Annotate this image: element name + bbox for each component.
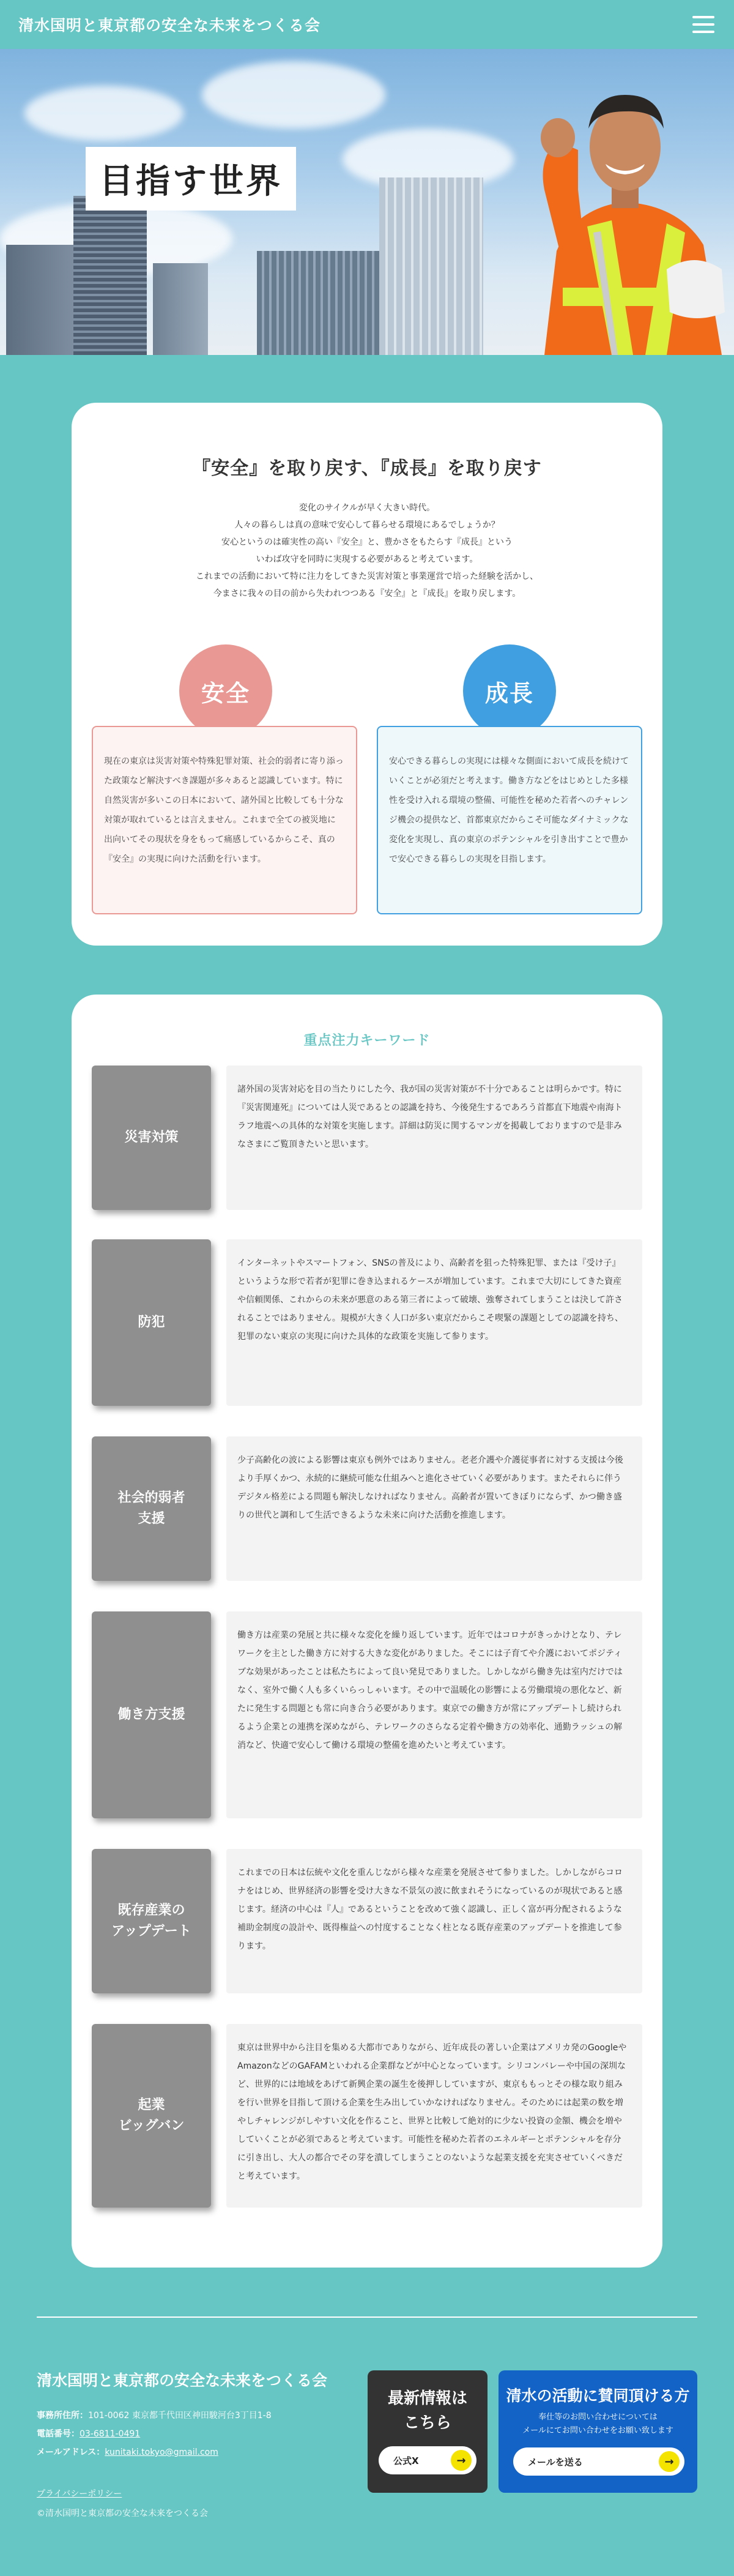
keyword-text: 少子高齢化の波による影響は東京も例外ではありません。老老介護や介護従事者に対する支援は今後より手厚くかつ、永続的に継続可能な仕組みへと進化させていく必要があります。またそれらに伴うデジタル格差による問題も解決しなければなりません。高齢者が置いてきぼりにならず、かつ働き盛りの世代と調和して生活できるような未来に向けた活動を推進します。	[226, 1436, 642, 1581]
news-title: 最新情報は こちら	[387, 2389, 467, 2432]
phone-link[interactable]: 03-6811-0491	[80, 2429, 141, 2439]
email-label: メールアドレス：	[37, 2447, 105, 2457]
official-x-button[interactable]	[379, 2446, 476, 2474]
intro-line: 人々の暮らしは真の意味で安心して暮らせる環境にあるでしょうか？	[234, 520, 500, 530]
keyword-label: 働き方支援	[92, 1611, 211, 1818]
hero-banner	[0, 49, 734, 355]
candidate-photo	[520, 67, 734, 355]
keyword-label: 災害対策	[92, 1066, 211, 1210]
keyword-text: これまでの日本は伝統や文化を重んじながら様々な産業を発展させて参りました。しかしながらコロナをはじめ、世界経済の影響を受け大きな不景気の波に飲まれそうになっているのが現状であると感じます。経済の中心は『人』であるということを改めて強く認識し、正しく富が再分配されるような補助金制度の設計や、既得権益への忖度することなく柱となる既存産業のアップデートを推進して参ります。	[226, 1849, 642, 1993]
keyword-text: インターネットやスマートフォン、SNSの普及により、高齢者を狙った特殊犯罪、または『受け子』というような形で若者が犯罪に巻き込まれるケースが増加しています。これまで大切にしてきた資産や信頼関係、これからの未来が悪意のある第三者によって破壊、強奪されてしまうことは決して許されることではありません。規模が大きく人口が多い東京だからこそ喫緊の課題としての認識を持ち、犯罪のない東京の実現に向けた具体的な政策を実施して参ります。	[226, 1239, 642, 1406]
keyword-text: 東京は世界中から注目を集める大都市でありながら、近年成長の著しい企業はアメリカ発のGoogleやAmazonなどのGAFAMといわれる企業群などが中心となっています。シリコンバレーや中国の深圳など、世界的には地域をあげて新興企業の誕生を後押ししていますが、東京ももっとその様な取り組みを行い世界を目指して頂ける企業を生み出していかなければなりません。そのためには起業の数を増やしチャレンジがしやすい文化を作ること、世界と比較して絶対的に少ない投資の金額、機会を増やしていくことが必須であると考えています。可能性を秘めた若者のエネルギーとポテンシャルを存分に引き出し、大人の都合でその芽を潰してしまうことのないような起業支援を充実させていくべきだと考えています。	[226, 2024, 642, 2208]
footer-org-name: 清水国明と東京都の安全な未来をつくる会	[37, 2372, 328, 2389]
hero-title: 目指す世界	[99, 162, 283, 201]
support-title: 清水の活動に賛同頂ける方	[506, 2387, 690, 2405]
send-email-label: メールを送る	[528, 2456, 583, 2468]
phone-label: 電話番号：	[37, 2429, 80, 2439]
growth-description: 安心できる暮らしの実現には様々な側面において成長を続けていくことが必須だと考えます。働き方などをはじめとした多様性を受け入れる環境の整備、可能性を秘めた若者へのチャレンジ機会の提供など、首都東京だからこそ可能なダイナミックな変化を実現し、真の東京のポテンシャルを引き出すことで豊かで安心できる暮らしの実現を目指します。	[377, 726, 642, 914]
keyword-label: 既存産業の アップデート	[92, 1849, 211, 1993]
site-header	[0, 0, 734, 49]
intro-line: 安心というのは確実性の高い『安全』と、豊かさをもたらす『成長』という	[221, 537, 513, 547]
footer-divider	[37, 2317, 697, 2318]
vision-card	[72, 403, 662, 946]
keyword-label: 社会的弱者 支援	[92, 1436, 211, 1581]
official-x-label: 公式X	[393, 2455, 419, 2466]
arrow-right-icon: →	[451, 2450, 472, 2471]
office-label: 事務所住所：	[37, 2411, 88, 2421]
intro-line: 今まさに我々の目の前から失われつつある『安全』と『成長』を取り戻します。	[213, 589, 521, 599]
news-box	[368, 2370, 487, 2493]
hero-title-box	[86, 147, 296, 211]
keyword-text: 諸外国の災害対応を目の当たりにした今、我が国の災害対策が不十分であることは明らかです。特に『災害関連死』については人災であるとの認識を持ち、今後発生するであろう首都直下地震や南海トラフ地震への具体的な対策を実施します。詳細は防災に関するマンガを掲載しておりますので是非みなさまにご覧頂きたいと思います。	[226, 1066, 642, 1210]
keywords-card	[72, 995, 662, 2268]
keyword-label: 防犯	[92, 1239, 211, 1406]
office-address: 101-0062 東京都千代田区神田駿河台3丁目1-8	[88, 2411, 272, 2421]
support-subtitle: 奉仕等のお問い合わせについては メールにてお問い合わせをお願い致します	[522, 2413, 673, 2435]
hamburger-menu-icon[interactable]	[692, 16, 714, 33]
keywords-title: 重点注力キーワード	[303, 1033, 431, 1048]
support-box	[499, 2370, 697, 2493]
growth-circle: 成長	[463, 644, 556, 737]
intro-line: これまでの活動において特に注力をしてきた災害対策と事業運営で培った経験を活かし、	[196, 572, 538, 581]
intro-line: いわば攻守を同時に実現する必要があると考えています。	[256, 554, 478, 564]
keyword-label: 起業 ビッグバン	[92, 2024, 211, 2208]
vision-intro	[72, 499, 662, 602]
safety-description: 現在の東京は災害対策や特殊犯罪対策、社会的弱者に寄り添った政策など解決すべき課題が多々あると認識しています。特に自然災害が多いこの日本において、諸外国と比較しても十分な対策が取れているとは言えません。これまで全ての被災地に出向いてその現状を身をもって痛感しているからこそ、真の『安全』の実現に向けた活動を行います。	[92, 726, 357, 914]
site-title[interactable]: 清水国明と東京都の安全な未来をつくる会	[18, 17, 321, 34]
intro-line: 変化のサイクルが早く大きい時代。	[298, 503, 436, 513]
arrow-right-icon: →	[659, 2451, 680, 2472]
vision-title: 『安全』を取り戻す、『成長』を取り戻す	[192, 458, 542, 479]
footer-contact-info	[37, 2406, 272, 2462]
privacy-policy-link[interactable]: プライバシーポリシー	[37, 2489, 122, 2499]
keyword-text: 働き方は産業の発展と共に様々な変化を繰り返しています。近年ではコロナがきっかけとなり、テレワークを主とした働き方に対する大きな変化がありました。そこには子育てや介護においてポジティブな効果があったことは私たちによって良い発見でありました。しかしながら働き先は室内だけではなく、室外で働く人も多くいらっしゃいます。その中で温暖化の影響による労働環境の悪化など、新たに発生する問題とも常に向き合う必要があります。東京での働き方が常にアップデートし続けられるよう企業との連携を深めながら、テレワークのさらなる定着や働き方の効率化、通勤ラッシュの解消など、快適で安心して働ける環境の整備を進めたいと考えています。	[226, 1611, 642, 1818]
send-email-button[interactable]	[513, 2447, 684, 2476]
email-link[interactable]: kunitaki.tokyo@gmail.com	[105, 2447, 218, 2457]
copyright: ©清水国明と東京都の安全な未来をつくる会	[37, 2509, 208, 2518]
safety-circle: 安全	[179, 644, 272, 737]
